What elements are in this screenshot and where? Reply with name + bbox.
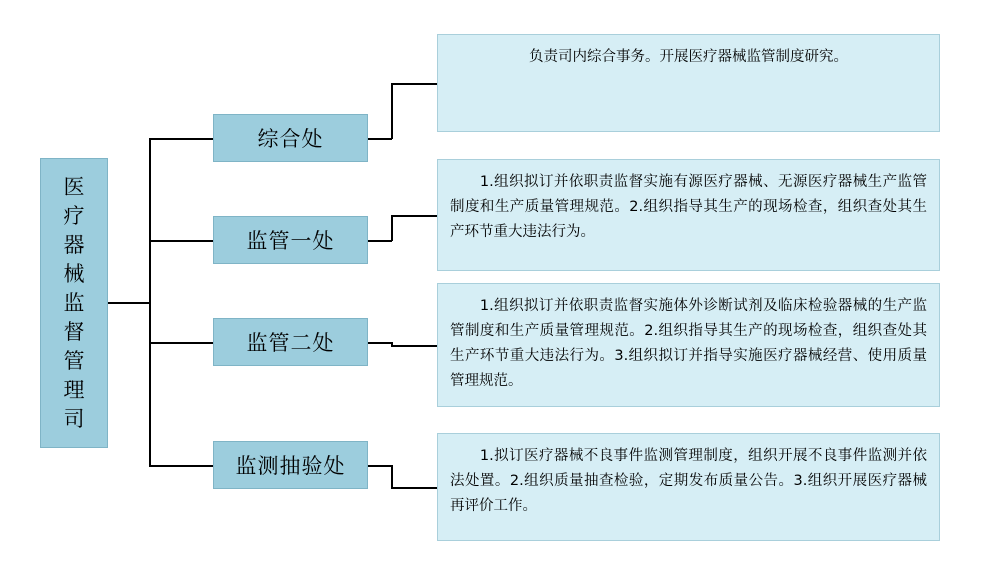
connector-dept3-to-desc: [391, 345, 438, 347]
connector-spine-to-dept-1: [149, 138, 214, 140]
dept-box-2[interactable]: [213, 216, 368, 264]
dept-label-2: 监管一处: [246, 229, 335, 253]
dept-box-1[interactable]: [213, 114, 368, 162]
connector-dept1-riser: [391, 83, 393, 139]
desc-box-1: [437, 34, 940, 132]
connector-dept1-stub: [368, 138, 392, 140]
connector-dept2-riser: [391, 215, 393, 241]
connector-dept4-stub: [368, 465, 392, 467]
dept-label-3: 监管二处: [246, 331, 335, 355]
connector-dept4-riser: [391, 465, 393, 488]
desc-box-3: [437, 283, 940, 407]
connector-spine-to-dept-2: [149, 240, 214, 242]
dept-box-3[interactable]: [213, 318, 368, 366]
desc-box-4: [437, 433, 940, 541]
dept-label-4: 监测抽验处: [235, 454, 346, 478]
connector-dept3-stub: [368, 342, 392, 344]
dept-box-4[interactable]: [213, 441, 368, 489]
connector-dept2-stub: [368, 240, 392, 242]
connector-spine-to-dept-4: [149, 465, 214, 467]
desc-text-1: 负责司内综合事务。开展医疗器械监管制度研究。: [529, 49, 848, 65]
connector-dept4-to-desc: [391, 487, 438, 489]
desc-box-2: [437, 159, 940, 271]
dept-label-1: 综合处: [257, 127, 324, 151]
root-node[interactable]: [40, 158, 108, 448]
desc-text-3: 1.组织拟订并依职责监督实施体外诊断试剂及临床检验器械的生产监管制度和生产质量管理规范。2.组织指导其生产的现场检查，组织查处其生产环节重大违法行为。3.组织拟订并指导实施医疗器械经营、使用质量管理规范。: [450, 298, 927, 389]
connector-spine: [149, 138, 151, 466]
desc-text-4: 1.拟订医疗器械不良事件监测管理制度，组织开展不良事件监测并依法处置。2.组织质量抽查检验，定期发布质量公告。3.组织开展医疗器械再评价工作。: [450, 448, 927, 514]
connector-root-stub: [108, 302, 150, 304]
root-node-label: 医疗器械监督管理司: [63, 174, 85, 431]
connector-dept2-to-desc: [391, 215, 438, 217]
connector-dept1-to-desc: [391, 83, 438, 85]
desc-text-2: 1.组织拟订并依职责监督实施有源医疗器械、无源医疗器械生产监管制度和生产质量管理规范。2.组织指导其生产的现场检查，组织查处其生产环节重大违法行为。: [450, 174, 927, 240]
connector-spine-to-dept-3: [149, 342, 214, 344]
